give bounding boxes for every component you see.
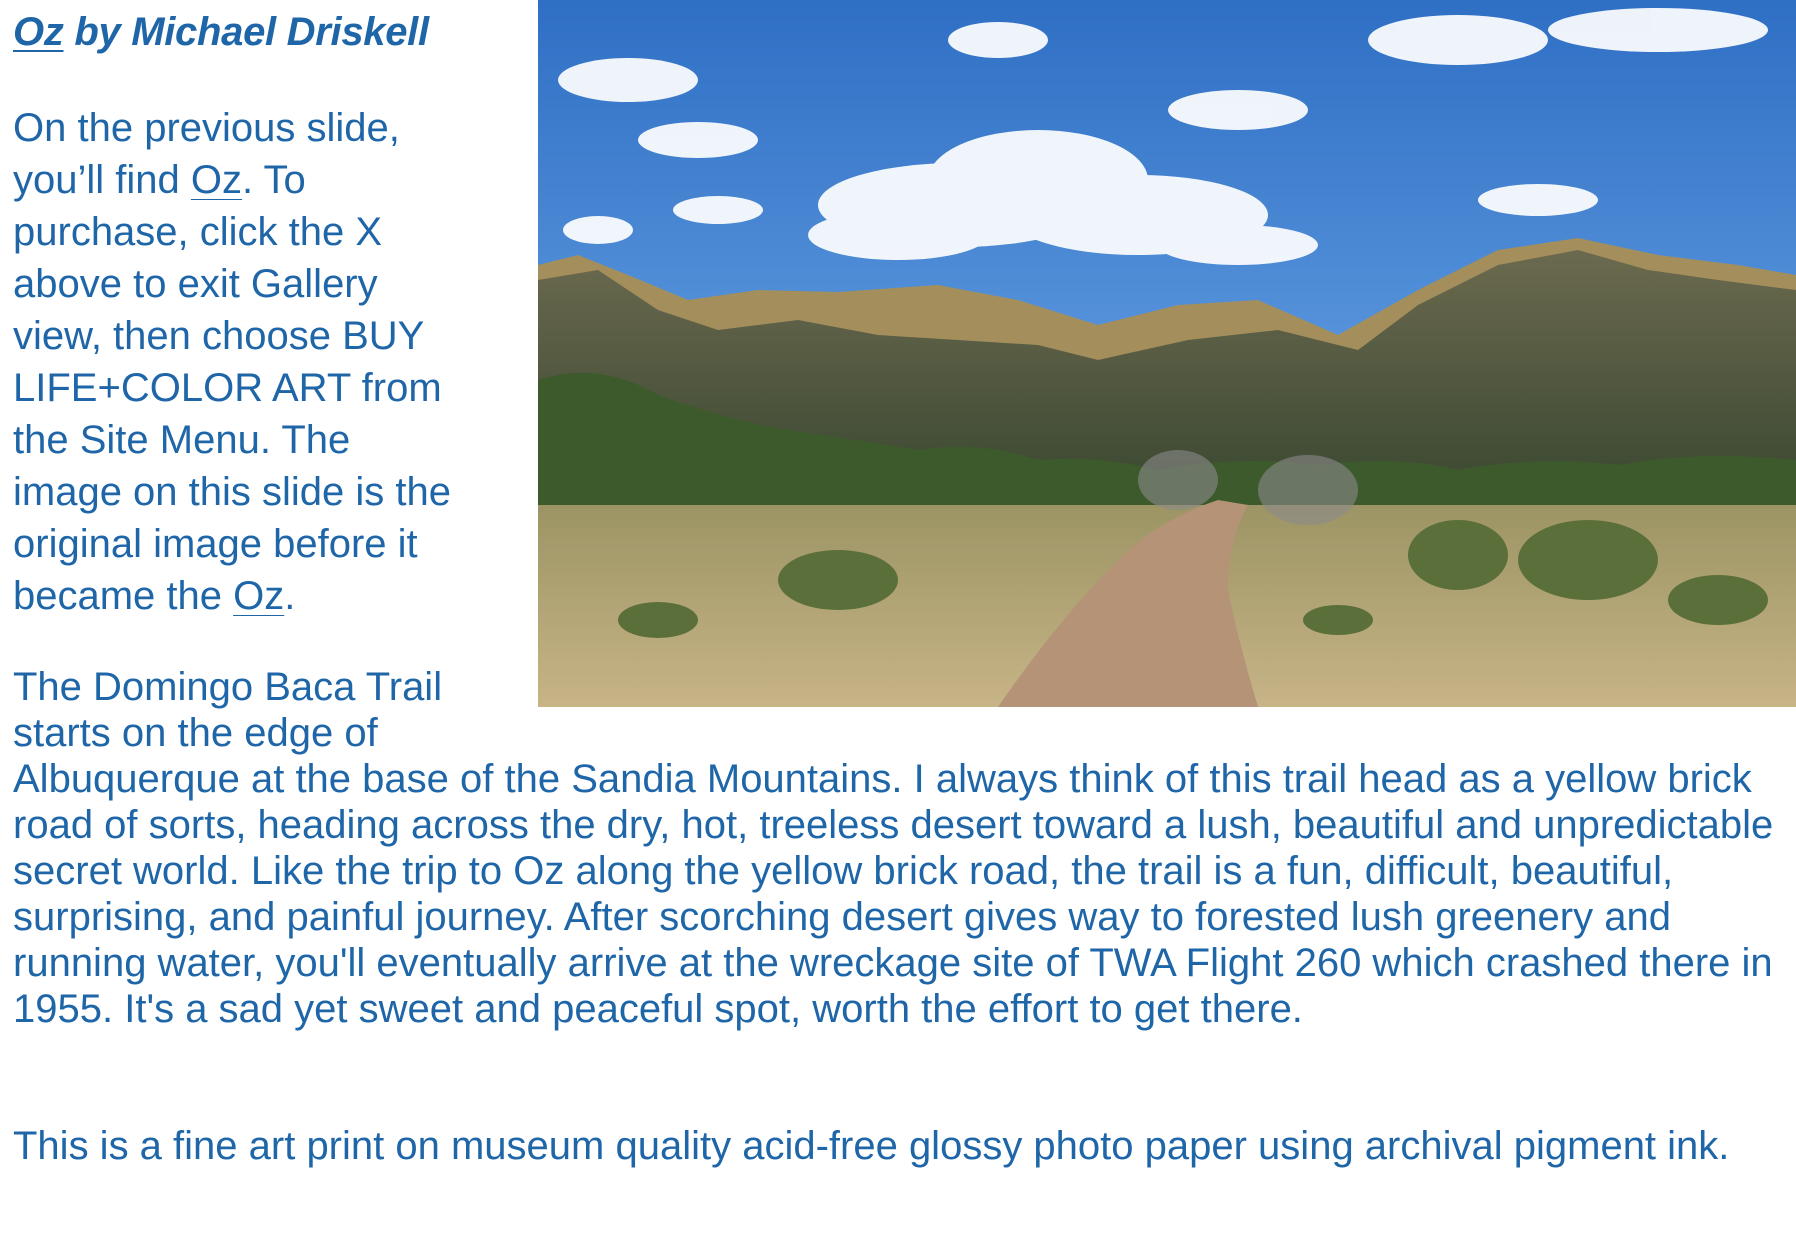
intro-line: the Site Menu. The	[13, 418, 351, 462]
intro-line: above to exit Gallery	[13, 262, 378, 306]
oz-link[interactable]: Oz	[233, 574, 285, 618]
intro-line: LIFE+COLOR ART from	[13, 366, 442, 410]
trail-landscape-image	[538, 0, 1796, 707]
intro-text-span: .	[284, 574, 296, 618]
print-description	[13, 1123, 1791, 1169]
title-author: by Michael Driskell	[63, 10, 429, 54]
intro-line: image on this slide is the	[13, 470, 452, 514]
intro-line: view, then choose BUY	[13, 314, 425, 358]
intro-text-span: became the	[13, 574, 234, 618]
intro-line	[13, 570, 533, 622]
intro-text-span: you’ll find	[13, 158, 191, 202]
closing-paragraph: This is a fine art print on museum quality acid-free glossy photo paper using archival pigment ink.	[13, 1124, 1730, 1168]
story-line: The Domingo Baca Trail	[13, 665, 443, 709]
story-paragraph: Albuquerque at the base of the Sandia Mountains. I always think of this trail head as a yellow brick road of sorts, heading across the dry, hot, treeless desert toward a lush, beautiful and unpredictable secret world. Like the trip to Oz along the yellow brick road, the trail is a fun, difficult, beautiful, surprising, and painful journey. After scorching desert gives way to forested lush greenery and running water, you'll eventually arrive at the wreckage site of TWA Flight 260 which crashed there in 1955. It's a sad yet sweet and peaceful spot, worth the effort to get there.	[13, 757, 1774, 1031]
story-body	[13, 756, 1791, 1032]
title-oz-link[interactable]: Oz	[13, 10, 64, 54]
intro-text	[13, 102, 533, 622]
story-intro-lines	[13, 664, 533, 756]
intro-line: On the previous slide,	[13, 106, 400, 150]
page-title	[13, 10, 429, 55]
intro-text-span: . To	[242, 158, 306, 202]
story-line: starts on the edge of	[13, 711, 378, 755]
intro-line	[13, 154, 533, 206]
intro-line: purchase, click the X	[13, 210, 383, 254]
intro-line: original image before it	[13, 522, 418, 566]
oz-link[interactable]: Oz	[190, 158, 242, 202]
trail-photo	[538, 0, 1796, 707]
